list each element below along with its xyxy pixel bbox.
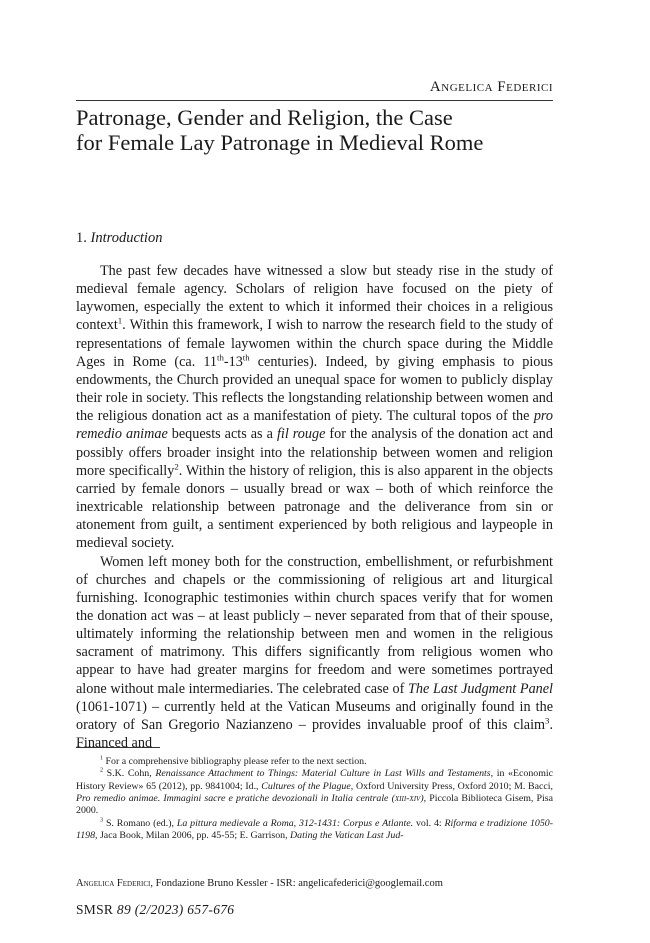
footnote-1: $^1$ For a comprehensive bibliography please refer to the next section. [100,755,367,767]
footnotes [76,756,553,842]
title-line-2: for Female Lay Patronage in Medieval Rome [76,130,484,155]
author-affiliation [76,878,443,889]
body-text [76,262,553,752]
footnote-ref-1[interactable]: 1 [117,315,123,326]
section-title: Introduction [90,230,163,246]
footnote-ref-2[interactable]: 2 [174,460,179,471]
footnote-2: $^2$ S.K. Cohn, Renaissance Attachment to Things: Material Culture in Last Wills and Testaments, in «Economic History Review» 65 (2012), pp. 9841004; Id., Cultures of the Plague, Oxford University Press, Oxford 2010; M. Bacci, Pro remedio animae. Immagini sacre e pratiche devozionali in Italia centrale (xiii-xiv), Piccola Biblioteca Gisem, Pisa 2000. [76,768,554,817]
journal-name: SMSR [76,902,114,917]
footnote-3: $^3$ S. Romano (ed.), La pittura medievale a Roma, 312-1431: Corpus e Atlante. vol. 4: Riforma e tradizione 1050-1198, Jaca Book, Milan 2006, pp. 45-55; E. Garrison, Dating the Vatican Last Jud- [76,817,553,842]
paragraph-2: Women left money both for the construction, embellishment, or refurbishment of churches and chapels or the commissioning of religious art and liturgical furnishing. Iconographic testimonies within church spaces verify that for women the donation act was – at least publicly – never separated from that of their spouse, ultimately informing the relationship between men and women in the religious sacrament of matrimony. This differs significantly from religious women who appear to have had greater margins for freedom and were sometimes portrayed alone without male intermediaries. The celebrated case of The Last Judgment Panel (1061-1071) – currently held at the Vatican Museums and originally found in the oratory of San Gregorio Nazianzeno – provides invaluable proof of this claim$^3$. Financed and [76,553,554,752]
journal-citation [76,902,234,918]
journal-issue: 89 (2/2023) 657-676 [116,902,235,917]
footnote-ref-3[interactable]: 3 [545,715,550,726]
footnote-separator [76,747,160,748]
article-title [76,105,556,155]
running-header-author: Angelica Federici [429,79,553,95]
section-heading [76,230,162,247]
title-line-1: Patronage, Gender and Religion, the Case [76,105,453,130]
paragraph-1: The past few decades have witnessed a slow but steady rise in the study of medieval female agency. Scholars of religion have focused on the piety of laywomen, especially the extent to which it informed their choices in a religious context$^1$. Within this framework, I wish to narrow the research field to the study of representations of female laywomen within the church space during the Middle Ages in Rome (ca. 11th-13th centuries). Indeed, by giving emphasis to pious endowments, the Church provided an unequal space for women to publicly display their role in society. This reflects the longstanding relationship between women and the religious donation act as a manifestation of piety. The cultural topos of the pro remedio animae bequests acts as a fil rouge for the analysis of the donation act and possibly offers broader insight into the relationship between women and religion more specifically$^2$. Within the history of religion, this is also apparent in the objects carried by female donors – usually bread or wax – both of which reinforce the inextricable relationship between patronage and the deliverance from sin or atonement from guilt, a sentiment experienced by both religious and laypeople in medieval society. [76,263,554,552]
section-number: 1. [76,230,87,246]
affiliation-details: , Fondazione Bruno Kessler - ISR: angelicafederici@googlemail.com [150,878,443,889]
header-rule [76,100,553,101]
affiliation-author-name: Angelica Federici [76,878,151,889]
